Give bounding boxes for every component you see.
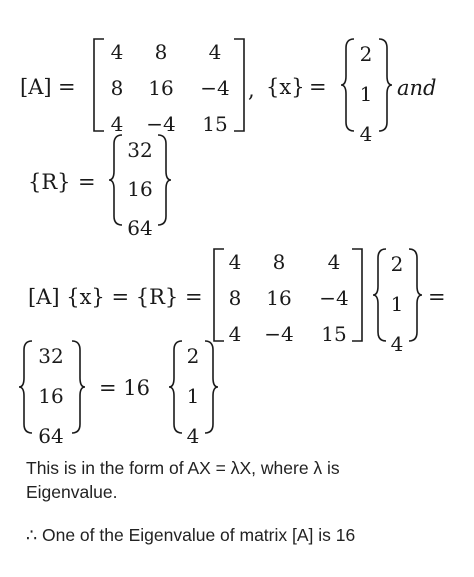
vector-cell: 4	[186, 424, 200, 448]
vector-cell: 64	[127, 216, 153, 240]
product-lhs: [A] {x} = {R} =	[28, 285, 203, 309]
matrix-cell: 8	[228, 286, 242, 310]
vector-R-label: {R}	[28, 170, 71, 194]
matrix-cell: 4	[208, 40, 222, 64]
matrix-cell: 16	[148, 76, 174, 100]
matrix-cell: 8	[154, 40, 168, 64]
right-curly-brace	[156, 134, 172, 226]
vector-x-label: {x}	[266, 75, 305, 99]
vector-cell: 16	[38, 384, 64, 408]
vector-x	[181, 344, 205, 448]
vector-cell: 2	[359, 42, 373, 66]
matrix-cell: −4	[264, 322, 294, 346]
scalar-multiple: = 16	[99, 376, 150, 400]
matrix-cell: 4	[110, 40, 124, 64]
and-word: and	[397, 76, 437, 100]
matrix-cell: 4	[110, 112, 124, 136]
matrix-cell: −4	[200, 76, 230, 100]
vector-R	[32, 344, 70, 448]
matrix-cell: 15	[202, 112, 228, 136]
vector-cell: 1	[186, 384, 200, 408]
vector-x	[354, 42, 378, 146]
matrix-A	[102, 42, 240, 134]
matrix-cell: −4	[146, 112, 176, 136]
matrix-cell: 4	[228, 322, 242, 346]
right-square-bracket	[232, 38, 246, 132]
right-curly-brace	[203, 340, 219, 434]
vector-cell: 16	[127, 177, 153, 201]
right-curly-brace	[407, 248, 423, 342]
vector-R	[122, 138, 158, 240]
equals-sign: =	[428, 285, 446, 309]
matrix-A-label: [A]	[20, 75, 52, 99]
vector-cell: 2	[390, 252, 404, 276]
matrix-cell: 4	[228, 250, 242, 274]
vector-cell: 4	[390, 332, 404, 356]
vector-cell: 32	[38, 344, 64, 368]
vector-cell: 1	[390, 292, 404, 316]
vector-cell: 32	[127, 138, 153, 162]
matrix-A	[220, 252, 360, 344]
matrix-cell: 16	[266, 286, 292, 310]
explanation-line-2: Eigenvalue.	[26, 482, 118, 502]
conclusion-line: ∴ One of the Eigenvalue of matrix [A] is 16	[26, 525, 356, 545]
matrix-cell: 15	[321, 322, 347, 346]
vector-cell: 2	[186, 344, 200, 368]
equals-sign: =	[309, 75, 327, 99]
matrix-cell: 8	[272, 250, 286, 274]
equals-sign: =	[58, 75, 76, 99]
matrix-cell: 8	[110, 76, 124, 100]
matrix-cell: −4	[319, 286, 349, 310]
right-curly-brace	[377, 38, 393, 132]
matrix-cell: 4	[327, 250, 341, 274]
vector-cell: 4	[359, 122, 373, 146]
right-square-bracket	[350, 248, 364, 342]
vector-x	[385, 252, 409, 356]
equals-sign: =	[78, 170, 96, 194]
explanation-line-1: This is in the form of AX = λX, where λ is	[26, 458, 340, 478]
vector-cell: 1	[359, 82, 373, 106]
comma: ,	[248, 78, 255, 102]
right-curly-brace	[70, 340, 86, 434]
vector-cell: 64	[38, 424, 64, 448]
